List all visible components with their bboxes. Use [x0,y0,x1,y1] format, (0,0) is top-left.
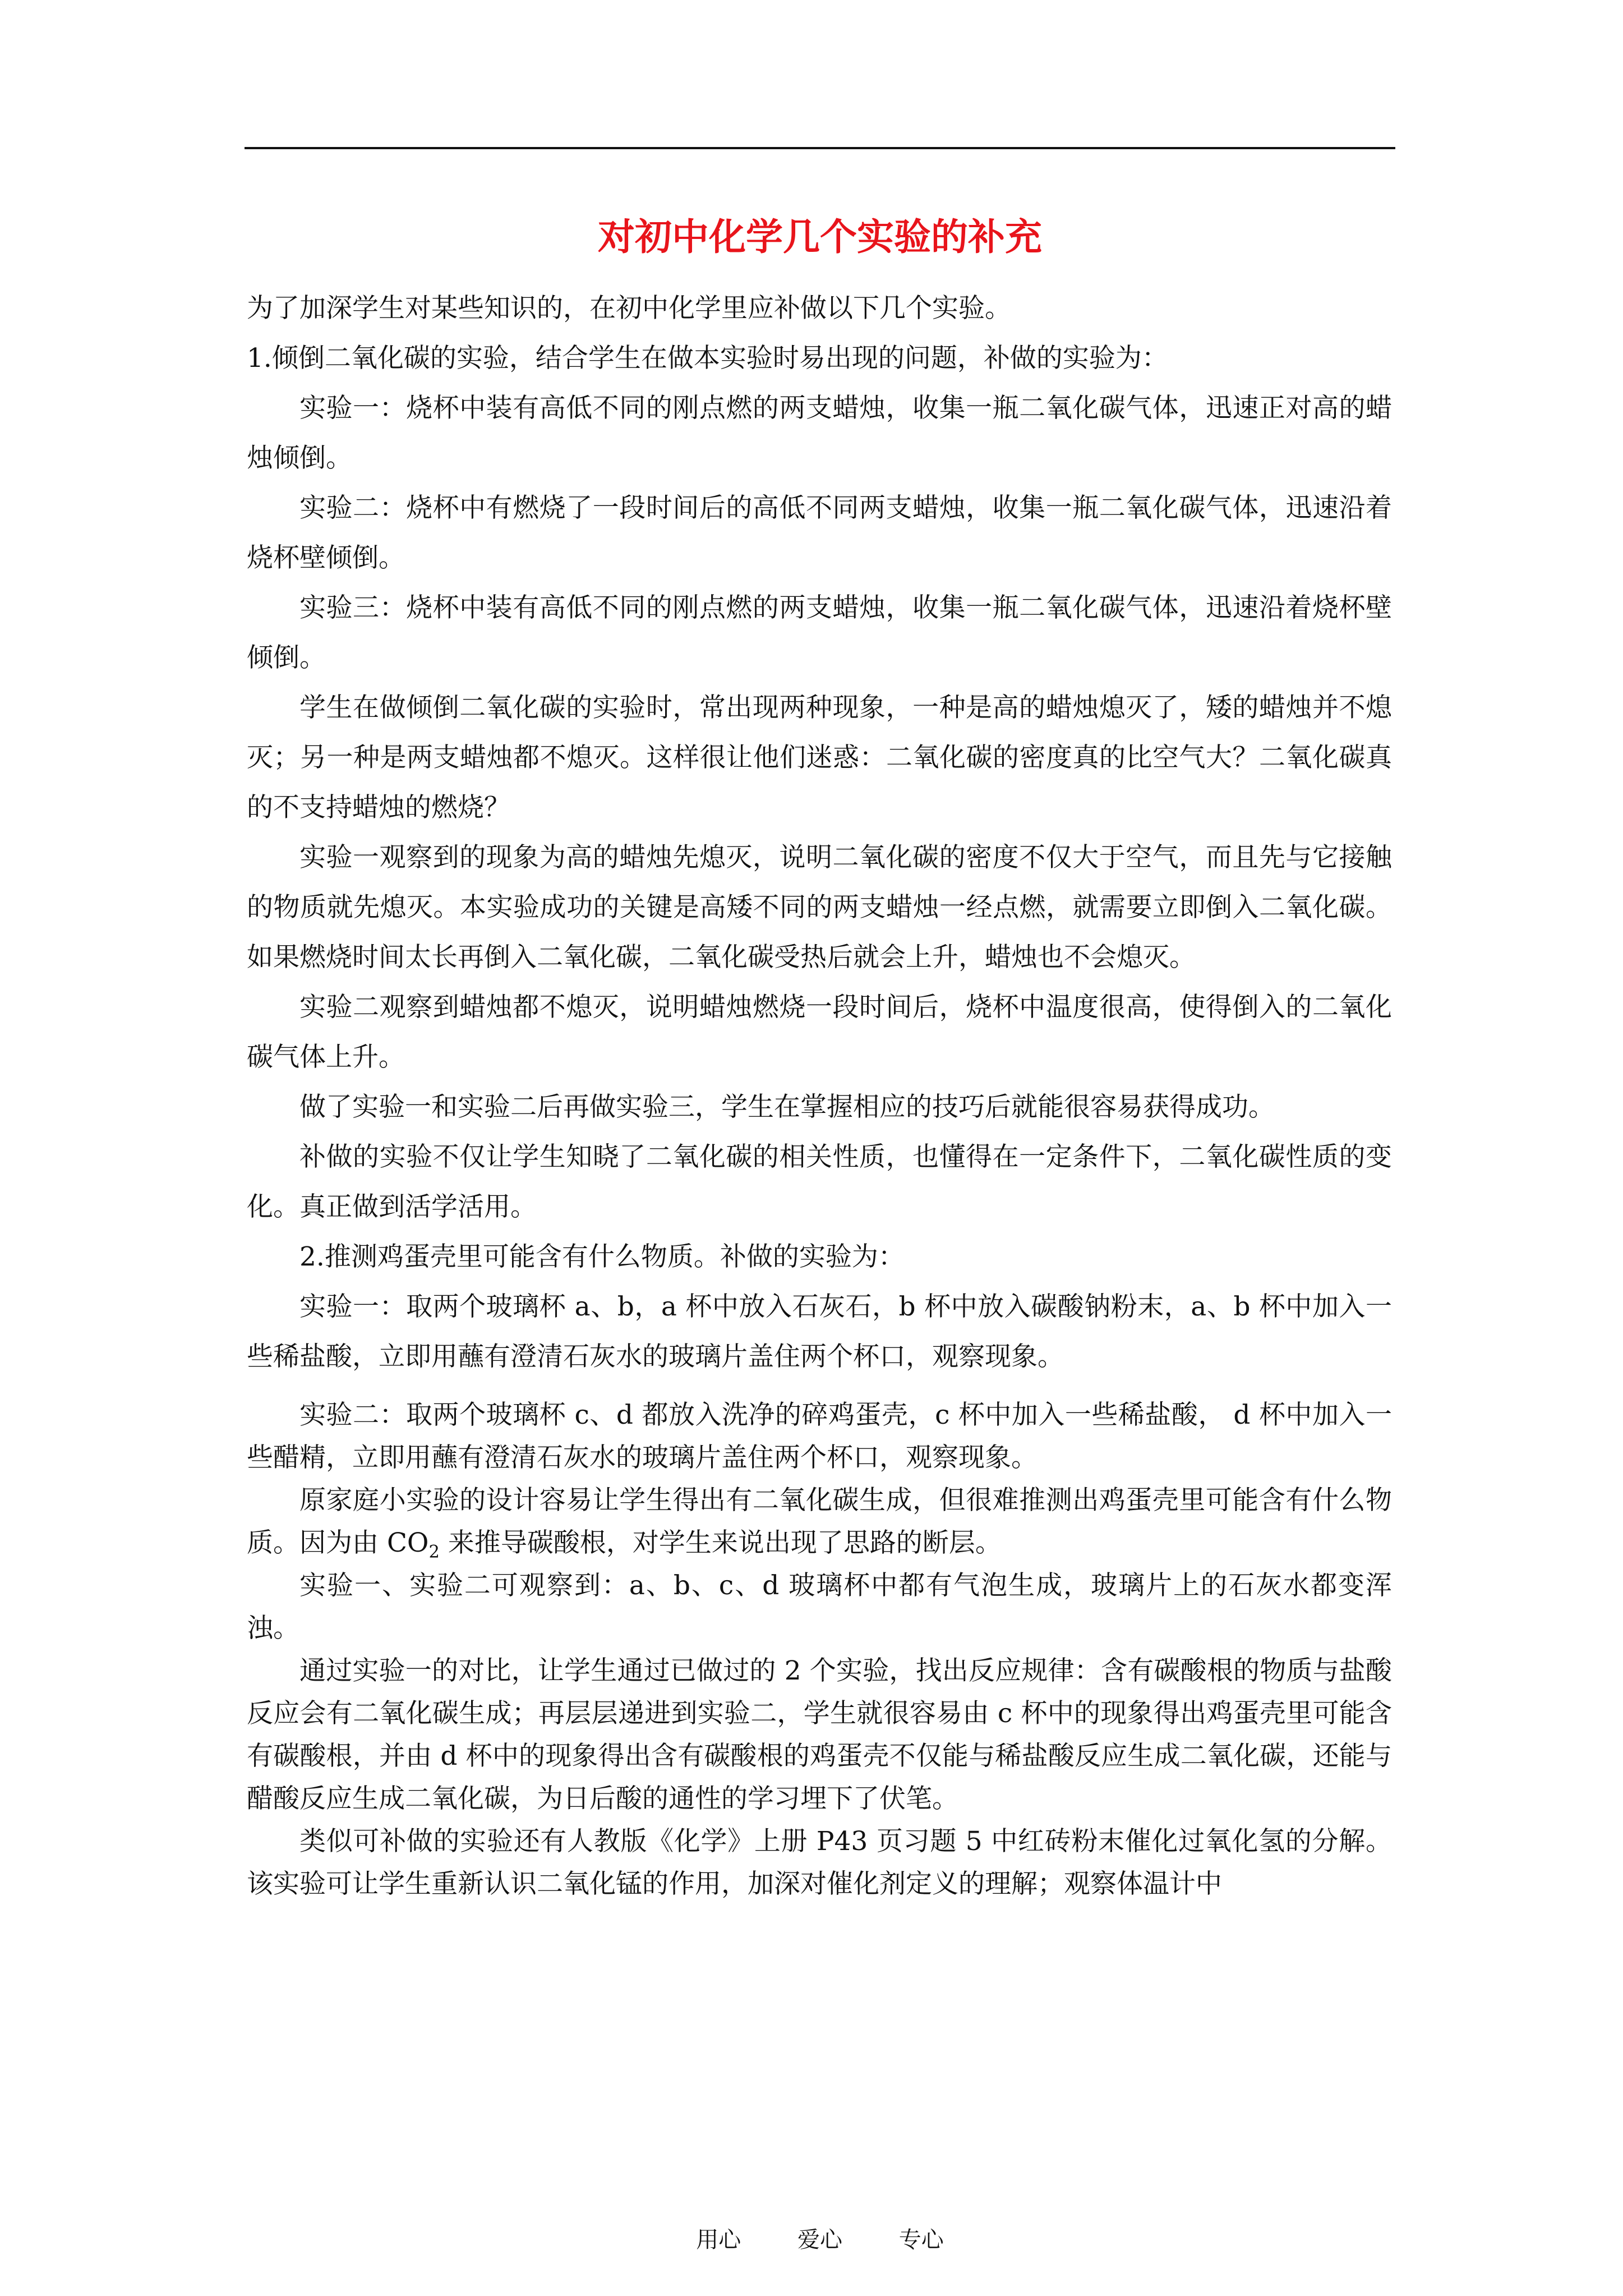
paragraph-experiment-3-note: 做了实验一和实验二后再做实验三，学生在掌握相应的技巧后就能很容易获得成功。 [299,1092,1275,1122]
paragraph-home-experiment-text-a: 原家庭小实验的设计容易让学生得出有二氧化碳生成，但很难推测出鸡蛋壳里可能含有什么物质。因为由 CO [247,1485,1392,1558]
paragraph-experiment-1-result: 实验一观察到的现象为高的蜡烛先熄灭，说明二氧化碳的密度不仅大于空气，而且先与它接触的物质就先熄灭。本实验成功的关键是高矮不同的两支蜡烛一经点燃，就需要立即倒入二氧化碳。如果燃烧时间太长再倒入二氧化碳，二氧化碳受热后就会上升，蜡烛也不会熄灭。 [247,842,1392,973]
footer-item: 专心 [898,2227,944,2253]
header-rule [245,147,1395,149]
paragraph-egg-analysis: 通过实验一的对比，让学生通过已做过的 2 个实验，找出反应规律：含有碳酸根的物质与盐酸反应会有二氧化碳生成；再层层递进到实验二，学生就很容易由 c 杯中的现象得出鸡蛋壳里可能含有碳酸根，并由 d 杯中的现象得出含有碳酸根的鸡蛋壳不仅能与稀盐酸反应生成二氧化碳，还能与醋酸反应生成二氧化碳，为日后酸的通性的学习埋下了伏笔。 [247,1655,1392,1814]
co2-subscript: 2 [428,1542,440,1562]
paragraph-section-2: 2.推测鸡蛋壳里可能含有什么物质。补做的实验为： [299,1241,905,1272]
footer-item: 用心 [696,2227,741,2253]
paragraph-section-1: 1.倾倒二氧化碳的实验，结合学生在做本实验时易出现的问题，补做的实验为： [247,343,1168,374]
document-title: 对初中化学几个实验的补充 [598,215,1042,259]
paragraph-observation: 学生在做倾倒二氧化碳的实验时，常出现两种现象，一种是高的蜡烛熄灭了，矮的蜡烛并不熄灭；另一种是两支蜡烛都不熄灭。这样很让他们迷惑：二氧化碳的密度真的比空气大？二氧化碳真的不支持蜡烛的燃烧？ [247,692,1392,823]
paragraph-similar-experiments: 类似可补做的实验还有人教版《化学》上册 P43 页习题 5 中红砖粉末催化过氧化氢的分解。该实验可让学生重新认识二氧化锰的作用，加深对催化剂定义的理解；观察体温计中 [247,1826,1392,1899]
paragraph-home-experiment [247,1479,1392,1565]
document-body [247,283,1392,1906]
paragraph-egg-observation: 实验一、实验二可观察到：a、b、c、d 玻璃杯中都有气泡生成，玻璃片上的石灰水都变浑浊。 [247,1570,1392,1644]
footer-item: 爱心 [797,2227,842,2253]
paragraph-experiment-1: 实验一：烧杯中装有高低不同的刚点燃的两支蜡烛，收集一瓶二氧化碳气体，迅速正对高的蜡烛倾倒。 [247,393,1392,473]
paragraph-experiment-2: 实验二：烧杯中有燃烧了一段时间后的高低不同两支蜡烛，收集一瓶二氧化碳气体，迅速沿着烧杯壁倾倒。 [247,493,1392,573]
paragraph-intro: 为了加深学生对某些知识的，在初中化学里应补做以下几个实验。 [247,293,1011,324]
paragraph-egg-experiment-2: 实验二：取两个玻璃杯 c、d 都放入洗净的碎鸡蛋壳，c 杯中加入一些稀盐酸， d 杯中加入一些醋精，立即用蘸有澄清石灰水的玻璃片盖住两个杯口，观察现象。 [247,1400,1392,1473]
page-footer [245,2226,1395,2254]
paragraph-experiment-2-result: 实验二观察到蜡烛都不熄灭，说明蜡烛燃烧一段时间后，烧杯中温度很高，使得倒入的二氧化碳气体上升。 [247,992,1392,1073]
paragraph-egg-experiment-1: 实验一：取两个玻璃杯 a、b，a 杯中放入石灰石，b 杯中放入碳酸钠粉末，a、b 杯中加入一些稀盐酸，立即用蘸有澄清石灰水的玻璃片盖住两个杯口，观察现象。 [247,1291,1392,1372]
paragraph-home-experiment-text-b: 来推导碳酸根，对学生来说出现了思路的断层。 [439,1527,1002,1558]
paragraph-experiment-3: 实验三：烧杯中装有高低不同的刚点燃的两支蜡烛，收集一瓶二氧化碳气体，迅速沿着烧杯壁倾倒。 [247,592,1392,673]
tight-section [247,1394,1392,1906]
paragraph-summary-1: 补做的实验不仅让学生知晓了二氧化碳的相关性质，也懂得在一定条件下，二氧化碳性质的变化。真正做到活学活用。 [247,1142,1392,1222]
